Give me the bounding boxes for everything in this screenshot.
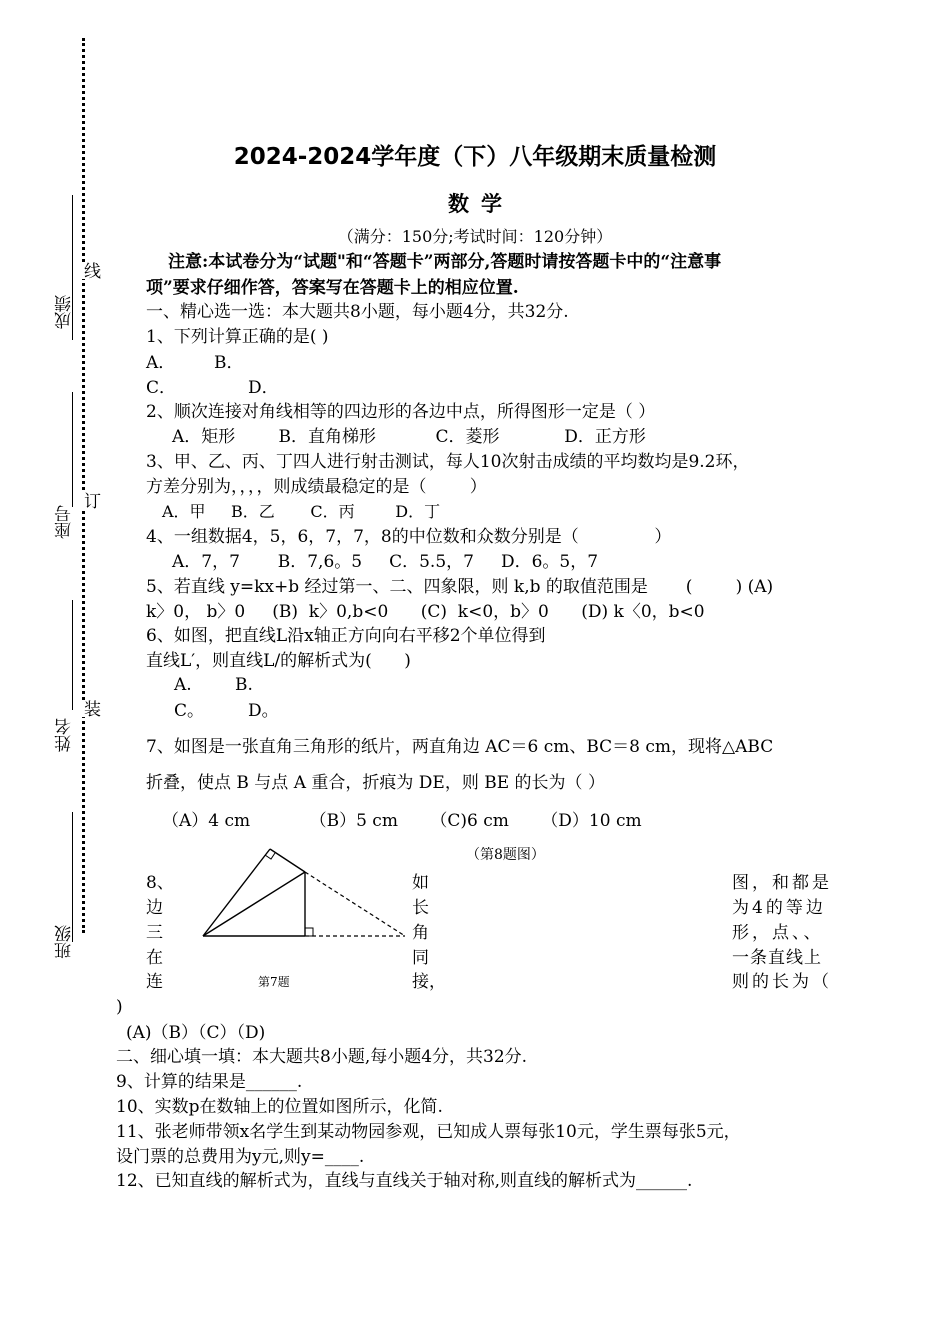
q8-col1-r5: 连 xyxy=(146,972,163,992)
q11-line-2: 设门票的总费用为y元,则y=____. xyxy=(116,1147,365,1167)
q8-col3-r4: 一条直线上 xyxy=(732,948,822,968)
q4-options: A．7，7 B．7,6。5 C．5.5，7 D．6。5，7 xyxy=(172,552,599,572)
q8-col2-r2: 长 xyxy=(412,898,429,918)
q8-col3-r1: 图，和都是 xyxy=(732,873,832,893)
q7-figure-label: 第7题 xyxy=(258,975,290,989)
q10: 10、实数p在数轴上的位置如图所示，化简. xyxy=(116,1097,443,1117)
q8-col1-r4: 在 xyxy=(146,948,163,968)
part2-heading: 二、细心填一填：本大题共8小题,每小题4分，共32分. xyxy=(116,1047,528,1067)
q7-options: （A）4 cm （B）5 cm （C)6 cm （D）10 cm xyxy=(162,811,642,831)
seat-label: 座号 xyxy=(55,505,75,539)
q7-line-2: 折叠，使点 B 与点 A 重合，折痕为 DE，则 BE 的长为（ ） xyxy=(146,773,605,793)
q1-option-b: B． xyxy=(214,353,244,373)
q8-col3-r3: 形，点、、 xyxy=(732,923,824,943)
q6-line-1: 6、如图，把直线L沿x轴正方向向右平移2个单位得到 xyxy=(146,626,546,646)
class-blank-line xyxy=(72,812,73,942)
q6-option-c: C。 xyxy=(174,701,205,721)
name-label: 姓名 xyxy=(55,718,75,752)
q8-tail: ) xyxy=(116,997,123,1017)
q12: 12、已知直线的解析式为，直线与直线关于轴对称,则直线的解析式为______. xyxy=(116,1171,693,1191)
q3-line-1: 3、甲、乙、丙、丁四人进行射击测试，每人10次射击成绩的平均数均是9.2环， xyxy=(146,452,750,472)
q9: 9、计算的结果是______. xyxy=(116,1072,303,1092)
q6-option-a: A. xyxy=(174,675,192,695)
seal-line-char: 线 xyxy=(78,262,103,279)
grade-label: 成绩 xyxy=(55,295,75,329)
q8-col2-r3: 角 xyxy=(412,923,429,943)
notice-line-2: 项”要求仔细作答，答案写在答题卡上的相应位置. xyxy=(146,278,519,298)
q2-options: A．矩形 B．直角梯形 C．菱形 D．正方形 xyxy=(172,427,646,447)
q8-options: (A)（B）（C）（D) xyxy=(126,1023,266,1043)
binding-dotted-line xyxy=(82,38,85,933)
seat-blank-line xyxy=(72,392,73,507)
q6-option-d: D。 xyxy=(248,701,279,721)
q7-line-1: 7、如图是一张直角三角形的纸片，两直角边 AC＝6 cm、BC＝8 cm，现将△ABC xyxy=(146,737,774,757)
q2-stem: 2、顺次连接对角线相等的四边形的各边中点，所得图形一定是（ ） xyxy=(146,402,656,422)
q8-col2-r4: 同 xyxy=(412,948,429,968)
q8-col1-r3: 三 xyxy=(146,923,163,943)
subject-title: 数学 xyxy=(448,192,514,216)
q7-triangle-figure xyxy=(195,842,410,942)
q4-stem: 4、一组数据4，5，6，7，7，8的中位数和众数分别是（ ） xyxy=(146,527,672,547)
exam-title: 2024-2024学年度（下）八年级期末质量检测 xyxy=(233,144,717,170)
q8-col3-r5: 则的长为（ xyxy=(732,972,832,992)
q8-col2-r5: 接， xyxy=(412,972,446,992)
q3-line-2: 方差分别为，，，，则成绩最稳定的是（ ） xyxy=(146,477,487,497)
q5-line-1: 5、若直线 y=kx+b 经过第一、二、四象限，则 k,b 的取值范围是 ( ) (A) xyxy=(146,577,774,597)
q8-col2-r1: 如 xyxy=(412,873,429,893)
exam-info: （满分：150分;考试时间：120分钟） xyxy=(337,227,613,246)
part1-heading: 一、精心选一选：本大题共8小题，每小题4分，共32分. xyxy=(146,302,569,322)
q11-line-1: 11、张老师带领x名学生到某动物园参观，已知成人票每张10元，学生票每张5元， xyxy=(116,1122,741,1142)
name-blank-line xyxy=(72,600,73,710)
seal-bind-char: 订 xyxy=(78,492,103,509)
q1-option-a: A． xyxy=(146,353,176,373)
q3-options: A．甲 B．乙 C．丙 D．丁 xyxy=(162,502,441,521)
q8-col1-r1: 8、 xyxy=(146,873,174,893)
class-label: 班级 xyxy=(55,925,75,959)
q1-option-d: D． xyxy=(248,378,279,398)
q8-col1-r2: 边 xyxy=(146,898,163,918)
q6-option-b: B. xyxy=(235,675,253,695)
notice-line-1: 注意:本试卷分为“试题"和“答题卡”两部分,答题时请按答题卡中的“注意事 xyxy=(168,252,722,272)
q8-figure-caption: （第8题图） xyxy=(466,847,545,863)
q1-option-c: C． xyxy=(146,378,177,398)
q8-col3-r2: 为4的等边 xyxy=(732,898,826,918)
seal-pack-char: 装 xyxy=(78,700,103,717)
q5-line-2: k〉0， b〉0 (B) k〉0,b<0 (C) k<0，b〉0 (D) k〈0，b<0 xyxy=(146,602,705,622)
q6-line-2: 直线L′，则直线L/的解析式为( ) xyxy=(146,651,411,671)
q1-stem: 1、下列计算正确的是( ) xyxy=(146,327,329,347)
